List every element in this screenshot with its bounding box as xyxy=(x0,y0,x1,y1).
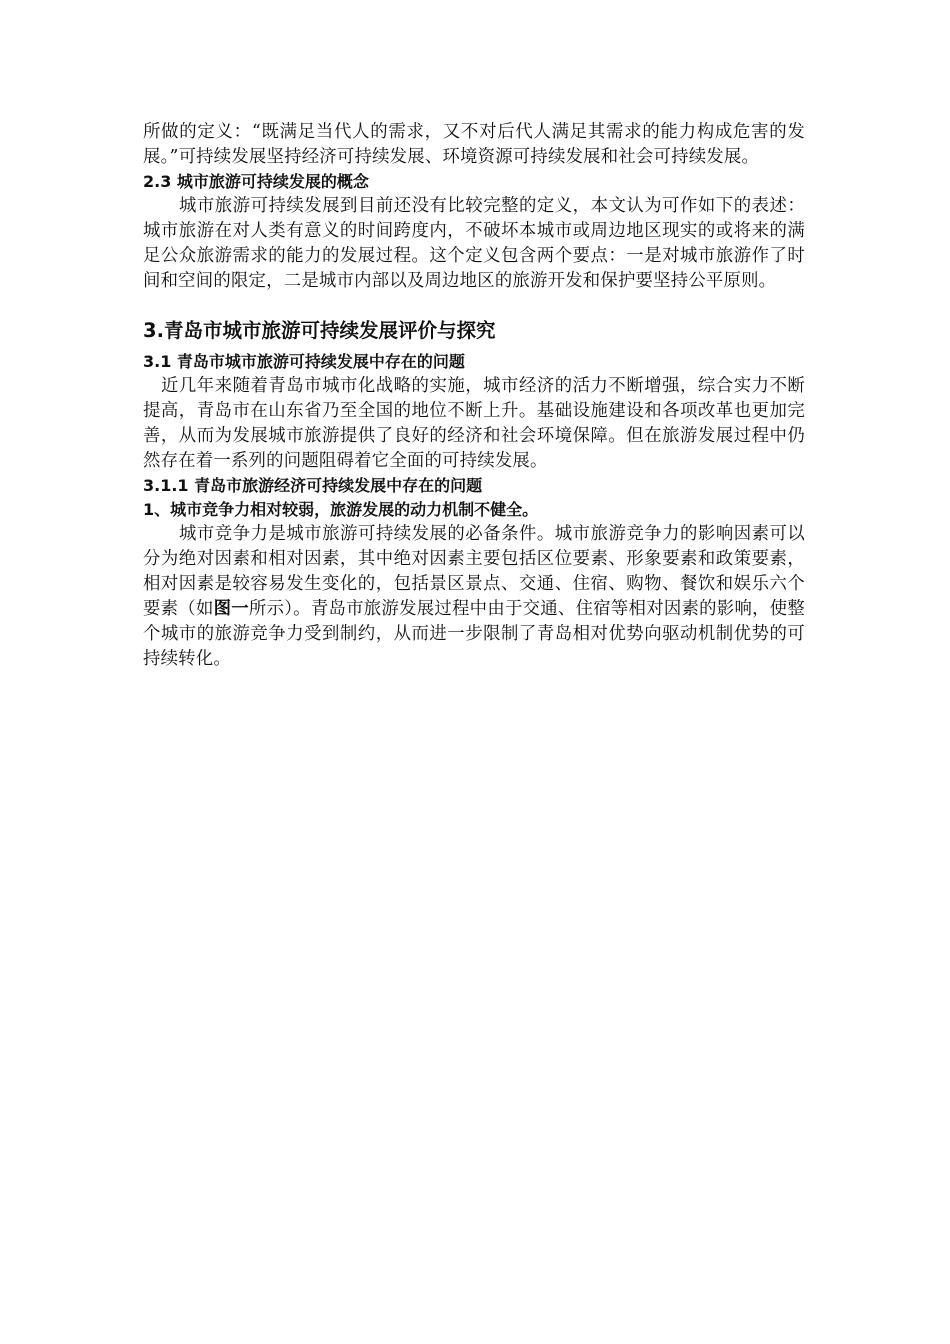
paragraph-2-3: 城市旅游可持续发展到目前还没有比较完整的定义，本文认为可作如下的表述：城市旅游在对人类有意义的时间跨度内，不破坏本城市或周边地区现实的或将来的满足公众旅游需求的能力的发展过程。这个定义包含两个要点：一是对城市旅游作了时间和空间的限定，二是城市内部以及周边地区的旅游开发和保护要坚持公平原则。 xyxy=(143,196,805,291)
paragraph-item-1 xyxy=(143,522,805,672)
figure-reference: 图一 xyxy=(213,599,249,619)
heading-3-1: 3.1 青岛市城市旅游可持续发展中存在的问题 xyxy=(143,352,465,371)
paragraph-3-1: 近几年来随着青岛市城市化战略的实施，城市经济的活力不断增强，综合实力不断提高，青岛市在山东省乃至全国的地位不断上升。基础设施建设和各项改革也更加完善，从而为发展城市旅游提供了良好的经济和社会环境保障。但在旅游发展过程中仍然存在着一系列的问题阻碍着它全面的可持续发展。 xyxy=(143,376,805,471)
document-page xyxy=(143,120,805,672)
paragraph-intro: 所做的定义：“既满足当代人的需求，又不对后代人满足其需求的能力构成危害的发展。”可持续发展坚持经济可持续发展、环境资源可持续发展和社会可持续发展。 xyxy=(143,122,805,167)
heading-3-1-1: 3.1.1 青岛市旅游经济可持续发展中存在的问题 xyxy=(143,476,483,495)
paragraph-item-1-text-after: 所示）。青岛市旅游发展过程中由于交通、住宿等相对因素的影响，使整个城市的旅游竞争力受到制约，从而进一步限制了青岛相对优势向驱动机制优势的可持续转化。 xyxy=(143,599,805,669)
heading-2-3: 2.3 城市旅游可持续发展的概念 xyxy=(143,172,369,191)
heading-3: 3.青岛市城市旅游可持续发展评价与探究 xyxy=(143,319,496,342)
paragraph-item-1-text-before: 城市竞争力是城市旅游可持续发展的必备条件。城市旅游竞争力的影响因素可以分为绝对因素和相对因素，其中绝对因素主要包括区位要素、形象要素和政策要素，相对因素是较容易发生变化的，包括景区景点、交通、住宿、购物、餐饮和娱乐六个要素（如 xyxy=(143,524,805,619)
heading-item-1: 1、城市竞争力相对较弱，旅游发展的动力机制不健全。 xyxy=(143,500,539,519)
